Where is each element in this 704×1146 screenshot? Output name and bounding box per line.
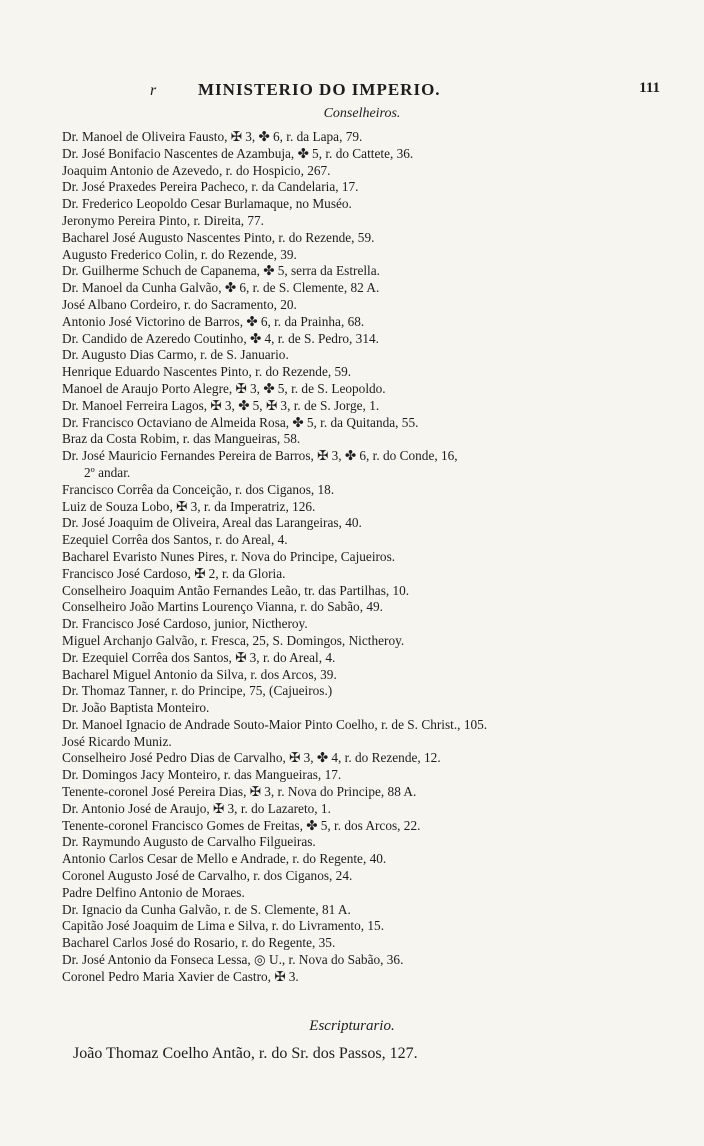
entry-text: Coronel Pedro Maria Xavier de Castro, ✠ 3.: [62, 968, 299, 984]
list-item: [62, 801, 702, 818]
list-item: [62, 230, 702, 247]
entry-text: Dr. Raymundo Augusto de Carvalho Filgueiras.: [62, 834, 316, 850]
entry-text: Dr. José Joaquim de Oliveira, Areal das Larangeiras, 40.: [62, 515, 362, 531]
list-item: [62, 314, 702, 331]
entry-text: Coronel Augusto José de Carvalho, r. dos Ciganos, 24.: [62, 868, 353, 884]
list-item: [62, 566, 702, 583]
list-item: [62, 918, 702, 935]
list-item: [62, 196, 702, 213]
entry-continuation: 2º andar.: [84, 464, 131, 480]
list-item: [62, 297, 702, 314]
entry-text: Henrique Eduardo Nascentes Pinto, r. do Rezende, 59.: [62, 364, 352, 380]
entry-text: Dr. José Mauricio Fernandes Pereira de Barros, ✠ 3, ✤ 6, r. do Conde, 16,: [62, 448, 458, 464]
list-item: [62, 381, 702, 398]
entry-text: Joaquim Antonio de Azevedo, r. do Hospicio, 267.: [62, 162, 331, 178]
list-item: [62, 935, 702, 952]
list-item: [62, 448, 702, 482]
entry-text: Dr. Thomaz Tanner, r. do Principe, 75, (Cajueiros.): [62, 683, 333, 699]
entry-text: Dr. José Antonio da Fonseca Lessa, ◎ U., r. Nova do Sabão, 36.: [62, 952, 404, 968]
list-item: [62, 717, 702, 734]
list-item: [62, 499, 702, 516]
entry-text: Bacharel Carlos José do Rosario, r. do Regente, 35.: [62, 935, 336, 951]
list-item: [62, 667, 702, 684]
entry-text: Antonio Carlos Cesar de Mello e Andrade, r. do Regente, 40.: [62, 851, 387, 867]
list-item: [62, 549, 702, 566]
list-item: [62, 347, 702, 364]
entry-text: Dr. Candido de Azeredo Coutinho, ✤ 4, r. de S. Pedro, 314.: [62, 330, 379, 346]
list-item: [62, 331, 702, 348]
entry-text: Bacharel Evaristo Nunes Pires, r. Nova do Principe, Cajueiros.: [62, 548, 396, 564]
list-item: [62, 280, 702, 297]
entry-text: Jeronymo Pereira Pinto, r. Direita, 77.: [62, 212, 264, 228]
page-title: MINISTERIO DO IMPERIO.: [198, 80, 441, 99]
list-item: [62, 650, 702, 667]
list-item: [62, 263, 702, 280]
section-heading-conselheiros: Conselheiros.: [323, 106, 401, 121]
entry-text: Tenente-coronel Francisco Gomes de Freitas, ✤ 5, r. dos Arcos, 22.: [62, 817, 421, 833]
entry-text: Tenente-coronel José Pereira Dias, ✠ 3, r. Nova do Principe, 88 A.: [62, 784, 417, 800]
list-item: [62, 633, 702, 650]
list-item: [62, 431, 702, 448]
entry-text: Conselheiro Joaquim Antão Fernandes Leão, tr. das Partilhas, 10.: [62, 582, 410, 598]
header-mark: r: [150, 82, 157, 99]
list-item: [62, 969, 702, 986]
list-item: [62, 818, 702, 835]
entry-text: Bacharel Miguel Antonio da Silva, r. dos Arcos, 39.: [62, 666, 337, 682]
page-number: 111: [639, 80, 660, 96]
entry-text: Dr. Manoel Ignacio de Andrade Souto-Maior Pinto Coelho, r. de S. Christ., 105.: [62, 716, 488, 732]
entry-text: José Albano Cordeiro, r. do Sacramento, 20.: [62, 296, 297, 312]
list-item: [62, 734, 702, 751]
entry-text: Dr. Ezequiel Corrêa dos Santos, ✠ 3, r. do Areal, 4.: [62, 649, 336, 665]
list-item: [62, 750, 702, 767]
entry-text: Dr. Domingos Jacy Monteiro, r. das Mangueiras, 17.: [62, 767, 342, 783]
entry-text: Dr. José Bonifacio Nascentes de Azambuja, ✤ 5, r. do Cattete, 36.: [62, 145, 414, 161]
entry-text: Conselheiro José Pedro Dias de Carvalho, ✠ 3, ✤ 4, r. do Rezende, 12.: [62, 750, 441, 766]
entry-text: Dr. Manoel de Oliveira Fausto, ✠ 3, ✤ 6, r. da Lapa, 79.: [62, 129, 363, 144]
entry-list: [62, 129, 702, 986]
entry-text: Dr. Manoel da Cunha Galvão, ✤ 6, r. de S. Clemente, 82 A.: [62, 280, 380, 296]
entry-text: Dr. Francisco José Cardoso, junior, Nictheroy.: [62, 616, 308, 632]
list-item: [62, 885, 702, 902]
entry-text: Braz da Costa Robim, r. das Mangueiras, 58.: [62, 431, 301, 447]
page-header: [150, 80, 660, 104]
entry-text: Manoel de Araujo Porto Alegre, ✠ 3, ✤ 5, r. de S. Leopoldo.: [62, 380, 386, 396]
list-item: [62, 599, 702, 616]
list-item: [62, 868, 702, 885]
entry-text: Bacharel José Augusto Nascentes Pinto, r. do Rezende, 59.: [62, 229, 375, 245]
list-item: [62, 532, 702, 549]
list-item: [62, 247, 702, 264]
list-item: [62, 129, 702, 146]
list-item: [62, 616, 702, 633]
entry-text: Dr. Ignacio da Cunha Galvão, r. de S. Clemente, 81 A.: [62, 901, 351, 917]
list-item: [62, 364, 702, 381]
entry-text: Ezequiel Corrêa dos Santos, r. do Areal, 4.: [62, 532, 288, 548]
entry-text: Dr. João Baptista Monteiro.: [62, 700, 210, 716]
list-item: [62, 834, 702, 851]
list-item: [62, 398, 702, 415]
list-item: [62, 179, 702, 196]
list-item: [62, 163, 702, 180]
list-item: [62, 767, 702, 784]
entry-text: Francisco Corrêa da Conceição, r. dos Ciganos, 18.: [62, 481, 335, 497]
entry-text: Miguel Archanjo Galvão, r. Fresca, 25, S. Domingos, Nictheroy.: [62, 632, 405, 648]
list-item: [62, 683, 702, 700]
entry-text: José Ricardo Muniz.: [62, 733, 172, 749]
list-item: [62, 146, 702, 163]
entry-text: Luiz de Souza Lobo, ✠ 3, r. da Imperatriz, 126.: [62, 498, 316, 514]
entry-text: Francisco José Cardoso, ✠ 2, r. da Gloria.: [62, 565, 286, 581]
entry-text: Dr. José Praxedes Pereira Pacheco, r. da Candelaria, 17.: [62, 179, 359, 195]
list-item: [62, 583, 702, 600]
list-item: [62, 515, 702, 532]
entry-text: Dr. Guilherme Schuch de Capanema, ✤ 5, serra da Estrella.: [62, 263, 380, 279]
entry-text: Dr. Francisco Octaviano de Almeida Rosa, ✤ 5, r. da Quitanda, 55.: [62, 414, 419, 430]
list-item: [62, 902, 702, 919]
entry-text: Dr. Frederico Leopoldo Cesar Burlamaque, no Muséo.: [62, 196, 352, 212]
list-item: [62, 784, 702, 801]
entry-text: Conselheiro João Martins Lourenço Vianna, r. do Sabão, 49.: [62, 599, 383, 615]
entry-text: Dr. Augusto Dias Carmo, r. de S. Januario.: [62, 347, 289, 363]
entry-text: Antonio José Victorino de Barros, ✤ 6, r. da Prainha, 68.: [62, 313, 365, 329]
entry-text: Padre Delfino Antonio de Moraes.: [62, 884, 245, 900]
list-item: [62, 213, 702, 230]
entry-text: Capitão José Joaquim de Lima e Silva, r. do Livramento, 15.: [62, 918, 385, 934]
escripturario-entry: João Thomaz Coelho Antão, r. do Sr. dos Passos, 127.: [73, 1045, 418, 1062]
list-item: [62, 482, 702, 499]
list-item: [62, 851, 702, 868]
section-heading-escripturario: Escripturario.: [309, 1018, 395, 1034]
list-item: [62, 700, 702, 717]
entry-text: Dr. Manoel Ferreira Lagos, ✠ 3, ✤ 5, ✠ 3, r. de S. Jorge, 1.: [62, 397, 380, 413]
list-item: [62, 415, 702, 432]
entry-text: Augusto Frederico Colin, r. do Rezende, 39.: [62, 246, 297, 262]
entry-text: Dr. Antonio José de Araujo, ✠ 3, r. do Lazareto, 1.: [62, 800, 331, 816]
list-item: [62, 952, 702, 969]
